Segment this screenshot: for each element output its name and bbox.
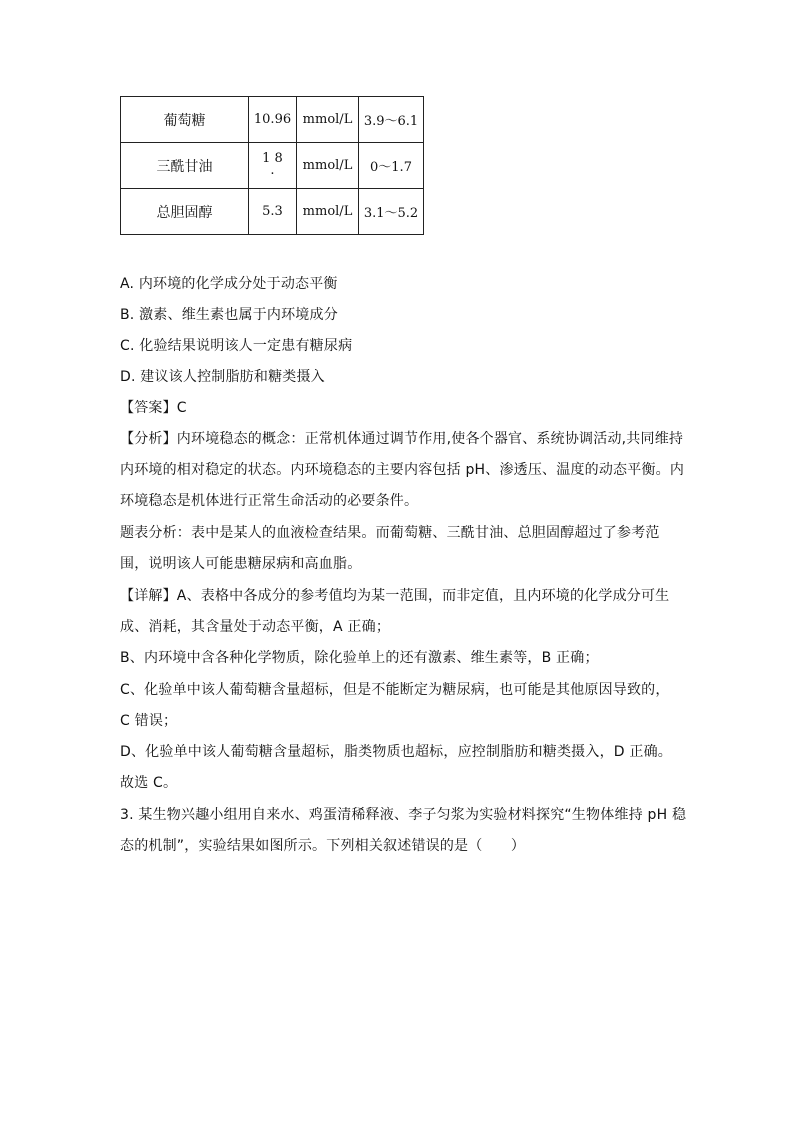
- table-row: [121, 189, 424, 235]
- detail-line: 【详解】A、表格中各成分的参考值均为某一范围，而非定值，且内环境的化学成分可生: [120, 588, 670, 604]
- table-row: [121, 143, 424, 189]
- detail-line: C、化验单中该人葡萄糖含量超标，但是不能断定为糖尿病，也可能是其他原因导致的，: [120, 682, 670, 698]
- item-unit: mmol/L: [297, 143, 359, 189]
- item-name: 葡萄糖: [121, 97, 249, 143]
- item-reference: 0～1.7: [359, 143, 424, 189]
- analysis-line: 环境稳态是机体进行正常生命活动的必要条件。: [120, 493, 419, 509]
- detail-line: 故选 C。: [120, 775, 178, 791]
- item-unit: mmol/L: [297, 189, 359, 235]
- analysis-line: 题表分析：表中是某人的血液检查结果。而葡萄糖、三酰甘油、总胆固醇超过了参考范: [120, 525, 660, 541]
- detail-line: B、内环境中含各种化学物质，除化验单上的还有激素、维生素等，B 正确；: [120, 650, 599, 666]
- option-d: D. 建议该人控制脂肪和糖类摄入: [120, 369, 325, 385]
- item-value-top: 1 8: [262, 151, 283, 166]
- item-value: 10.96: [249, 97, 297, 143]
- item-name: 三酰甘油: [121, 143, 249, 189]
- item-reference: 3.9～6.1: [359, 97, 424, 143]
- detail-line: C 错误；: [120, 713, 178, 729]
- table-row: [121, 97, 424, 143]
- item-value: [249, 143, 297, 189]
- item-value-bottom: .: [270, 163, 275, 178]
- item-reference: 3.1～5.2: [359, 189, 424, 235]
- option-b: B. 激素、维生素也属于内环境成分: [120, 307, 338, 323]
- question-3-line: 3. 某生物兴趣小组用自来水、鸡蛋清稀释液、李子匀浆为实验材料探究“生物体维持 pH 稳: [120, 807, 687, 823]
- question-3-line: 态的机制”，实验结果如图所示。下列相关叙述错误的是（ ）: [120, 838, 526, 854]
- detail-line: D、化验单中该人葡萄糖含量超标，脂类物质也超标，应控制脂肪和糖类摄入，D 正确。: [120, 744, 673, 760]
- detail-line: 成、消耗，其含量处于动态平衡，A 正确；: [120, 619, 391, 635]
- option-c: C. 化验结果说明该人一定患有糖尿病: [120, 338, 353, 354]
- item-value: 5.3: [249, 189, 297, 235]
- item-name: 总胆固醇: [121, 189, 249, 235]
- item-unit: mmol/L: [297, 97, 359, 143]
- blood-test-table: [120, 96, 424, 235]
- option-a: A. 内环境的化学成分处于动态平衡: [120, 276, 338, 292]
- analysis-line: 【分析】内环境稳态的概念：正常机体通过调节作用,使各个器官、系统协调活动,共同维持: [120, 431, 684, 447]
- answer-line: 【答案】C: [120, 400, 187, 416]
- analysis-line: 内环境的相对稳定的状态。内环境稳态的主要内容包括 pH、渗透压、温度的动态平衡。内: [120, 462, 685, 478]
- analysis-line: 围，说明该人可能患糖尿病和高血脂。: [120, 556, 362, 572]
